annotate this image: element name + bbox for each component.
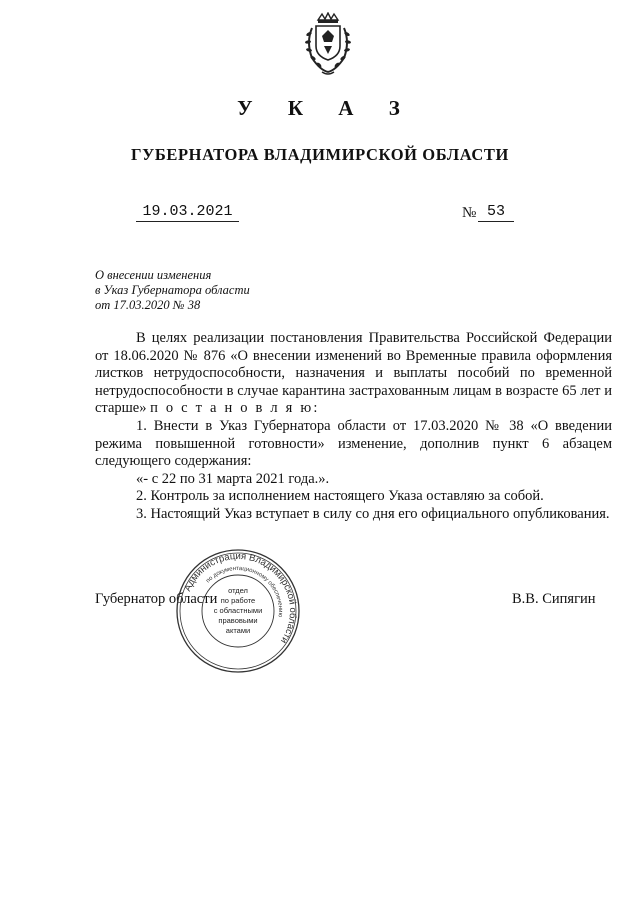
official-stamp	[175, 548, 301, 674]
signatory-position: Губернатор области	[95, 591, 218, 607]
stamp-inner-text: по документационному обеспечению	[205, 565, 284, 618]
document-date: 19.03.2021	[136, 203, 239, 222]
signatory-name: В.В. Сипягин	[512, 591, 596, 607]
quote-paragraph: «- с 22 по 31 марта 2021 года.».	[136, 470, 330, 487]
intro-text: В целях реализации постановления Правительства Российской Федерации от 18.06.2020 № 876 «О внесении изменений во Временные правила оформления листков нетрудоспособности, назначения и выплаты пособий по временной нетрудоспособности в случае карантина застрахованным лицам в возрасте 65 лет и старше»	[95, 330, 612, 417]
stamp-center-line: по работе	[220, 596, 256, 605]
document-number: 53	[478, 203, 514, 222]
document-subtitle: ГУБЕРНАТОРА ВЛАДИМИРСКОЙ ОБЛАСТИ	[131, 145, 509, 164]
coat-of-arms-emblem	[302, 12, 354, 78]
subject-line: в Указ Губернатора области	[95, 283, 250, 297]
document-body	[95, 330, 612, 524]
number-label: №	[462, 205, 477, 221]
stamp-center-line: с областными	[213, 606, 263, 615]
intro-paragraph	[95, 330, 612, 418]
decree-word: п о с т а н о в л я ю:	[150, 400, 320, 417]
stamp-center-line: актами	[225, 626, 251, 635]
item-2: 2. Контроль за исполнением настоящего Указа оставляю за собой.	[136, 488, 544, 505]
item-1: 1. Внести в Указ Губернатора области от 17.03.2020 № 38 «О введении режима повышенной готовности» изменение, дополнив пункт 6 абзацем следующего содержания:	[95, 417, 612, 470]
stamp-center-line: отдел	[228, 586, 248, 595]
subject-line: от 17.03.2020 № 38	[95, 298, 201, 312]
document-title: У К А З	[237, 96, 415, 120]
subject-block	[95, 268, 250, 313]
subject-line: О внесении изменения	[95, 268, 212, 282]
stamp-center-line: правовыми	[218, 616, 258, 625]
stamp-outer-text: Администрация Владимирской области	[182, 550, 299, 646]
item-3: 3. Настоящий Указ вступает в силу со дня его официального опубликования.	[136, 505, 610, 522]
